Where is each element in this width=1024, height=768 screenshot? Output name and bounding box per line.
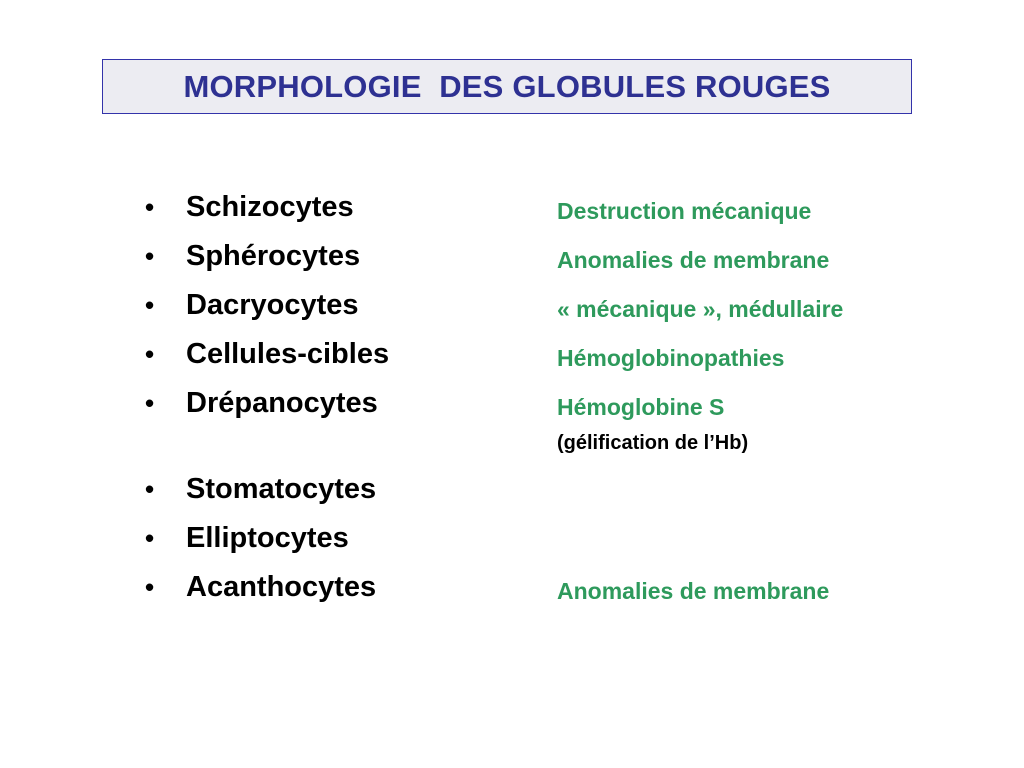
cell-type-term: Dacryocytes [186, 289, 359, 321]
cell-type-cause: Anomalies de membrane [557, 578, 830, 604]
hb-gelification-note: (gélification de l’Hb) [557, 432, 749, 454]
bullet-icon: • [145, 474, 155, 504]
cell-type-cause: « mécanique », médullaire [557, 296, 844, 322]
slide-title: MORPHOLOGIE DES GLOBULES ROUGES [183, 68, 831, 104]
list-item [0, 334, 1024, 374]
bullet-icon: • [145, 572, 155, 602]
cell-type-cause: Hémoglobine S [557, 394, 725, 420]
bullet-icon: • [145, 523, 155, 553]
cell-type-cause: Destruction mécanique [557, 198, 812, 224]
list-item [0, 567, 1024, 607]
cell-type-term: Acanthocytes [186, 571, 377, 603]
cell-type-term: Elliptocytes [186, 522, 349, 554]
cell-type-term: Cellules-cibles [186, 338, 390, 370]
list-item [0, 236, 1024, 276]
cell-type-term: Sphérocytes [186, 240, 361, 272]
title-box [102, 59, 912, 114]
list-item [0, 187, 1024, 227]
cell-type-term: Schizocytes [186, 191, 354, 223]
bullet-icon: • [145, 339, 155, 369]
cell-type-term: Drépanocytes [186, 387, 378, 419]
cell-type-term: Stomatocytes [186, 473, 377, 505]
cell-type-cause: Anomalies de membrane [557, 247, 830, 273]
bullet-icon: • [145, 192, 155, 222]
list-item [0, 469, 1024, 509]
list-item [0, 518, 1024, 558]
bullet-icon: • [145, 290, 155, 320]
bullet-icon: • [145, 241, 155, 271]
list-item [0, 383, 1024, 423]
bullet-icon: • [145, 388, 155, 418]
list-item [0, 285, 1024, 325]
cell-type-cause: Hémoglobinopathies [557, 345, 785, 371]
